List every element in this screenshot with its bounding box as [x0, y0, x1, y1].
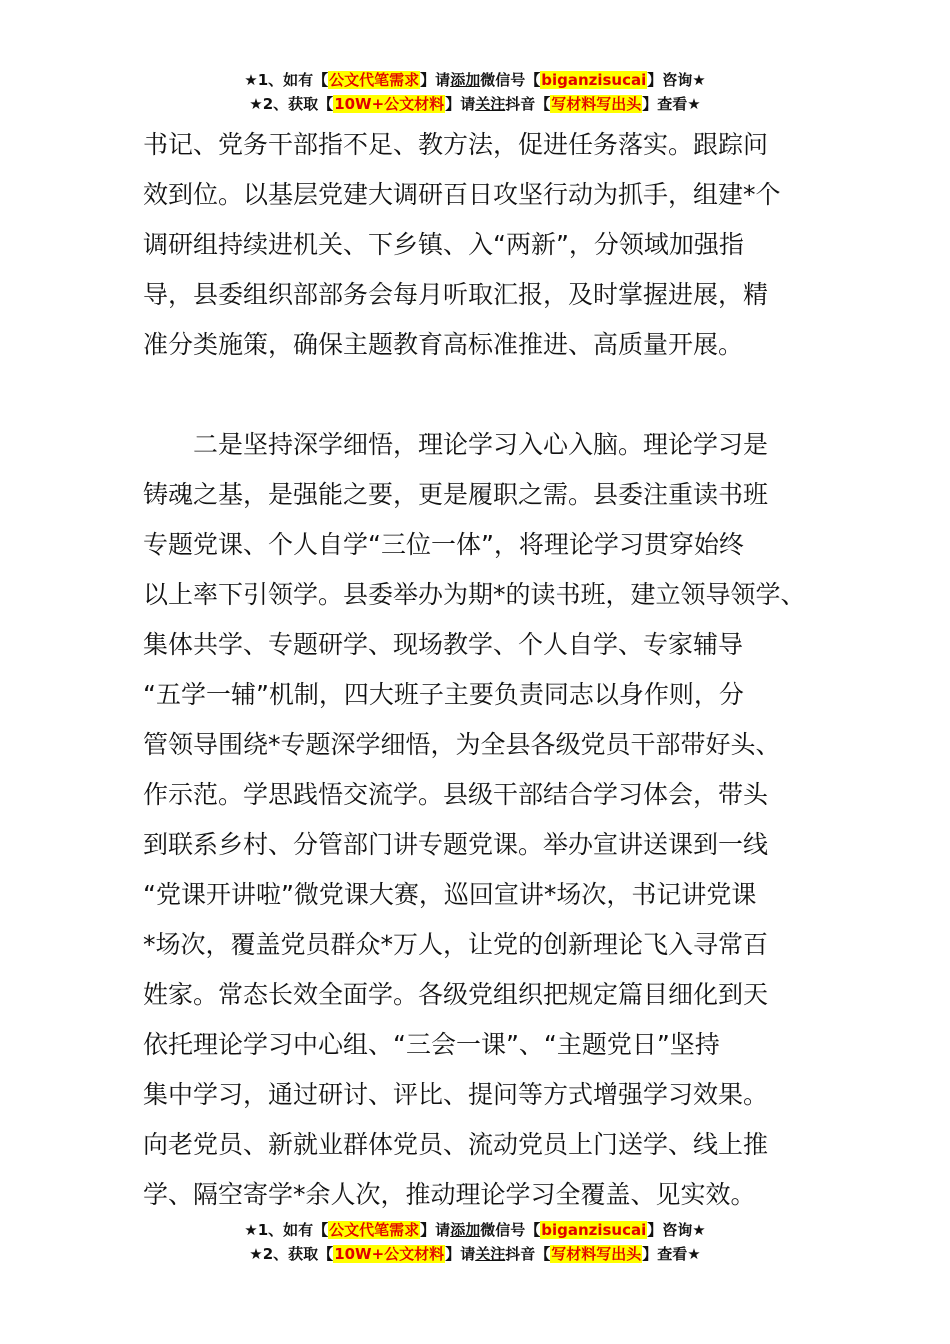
banner-text: 】咨询★ [647, 1221, 706, 1239]
text-line: 管领导围绕*专题深学细悟，为全县各级党员干部带好头、 [143, 730, 781, 759]
text-line: “党课开讲啦”微党课大赛，巡回宣讲*场次，书记讲党课 [143, 880, 757, 909]
text-line: 到联系乡村、分管部门讲专题党课。举办宣讲送课到一线 [143, 830, 769, 859]
banner-underlined-text: 添加 [450, 71, 481, 89]
text-line: 集中学习，通过研讨、评比、提问等方式增强学习效果。 [143, 1080, 769, 1109]
banner-text: 微信号【 [480, 1221, 541, 1239]
text-line: 学、隔空寄学*余人次，推动理论学习全覆盖、见实效。 [143, 1180, 756, 1209]
top-banner [0, 68, 950, 116]
text-line: 集体共学、专题研学、现场教学、个人自学、专家辅导 [143, 630, 744, 659]
banner-highlight: 公文代笔需求 [329, 1221, 420, 1239]
banner-text: ★1、如有【 [244, 71, 329, 89]
banner-text: ★2、获取【 [249, 95, 334, 113]
banner-line-1 [0, 1218, 950, 1242]
text-line: 以上率下引领学。县委举办为期*的读书班，建立领导领学、 [143, 580, 806, 609]
text-line: 书记、党务干部指不足、教方法，促进任务落实。跟踪问 [143, 130, 769, 159]
banner-highlight-wechat-id: biganzisucai [541, 1221, 647, 1239]
text-line: 作示范。学思践悟交流学。县级干部结合学习体会，带头 [143, 780, 769, 809]
text-line: 准分类施策，确保主题教育高标准推进、高质量开展。 [143, 330, 744, 359]
banner-line-2 [0, 92, 950, 116]
banner-line-1 [0, 68, 950, 92]
banner-underlined-text: 关注 [475, 1245, 506, 1263]
banner-highlight: 10W+公文材料 [334, 1245, 445, 1263]
banner-text: 抖音【 [505, 1245, 551, 1263]
text-line: 效到位。以基层党建大调研百日攻坚行动为抓手，组建*个 [143, 180, 781, 209]
banner-underlined-text: 添加 [450, 1221, 481, 1239]
banner-text: 】请 [445, 95, 476, 113]
banner-text: 】查看★ [642, 1245, 701, 1263]
banner-line-2 [0, 1242, 950, 1266]
text-line: 依托理论学习中心组、“三会一课”、“主题党日”坚持 [143, 1030, 720, 1059]
text-line: 调研组持续进机关、下乡镇、入“两新”，分领域加强指 [143, 230, 744, 259]
banner-highlight-wechat-id: biganzisucai [541, 71, 647, 89]
banner-text: 抖音【 [505, 95, 551, 113]
text-line: 铸魂之基，是强能之要，更是履职之需。县委注重读书班 [143, 480, 769, 509]
banner-highlight: 10W+公文材料 [334, 95, 445, 113]
banner-highlight-douyin: 写材料写出头 [551, 95, 642, 113]
paragraph-1 [143, 120, 823, 370]
text-line: *场次，覆盖党员群众*万人，让党的创新理论飞入寻常百 [143, 930, 769, 959]
text-line: 二是坚持深学细悟，理论学习入心入脑。理论学习是 [143, 430, 769, 459]
banner-text: 】请 [445, 1245, 476, 1263]
banner-highlight-douyin: 写材料写出头 [551, 1245, 642, 1263]
banner-underlined-text: 关注 [475, 95, 506, 113]
banner-text: 】请 [420, 71, 451, 89]
text-line: 专题党课、个人自学“三位一体”，将理论学习贯穿始终 [143, 530, 744, 559]
banner-text: ★2、获取【 [249, 1245, 334, 1263]
text-line: 姓家。常态长效全面学。各级党组织把规定篇目细化到天 [143, 980, 769, 1009]
text-line: 导，县委组织部部务会每月听取汇报，及时掌握进展，精 [143, 280, 769, 309]
banner-text: 】咨询★ [647, 71, 706, 89]
text-line: 向老党员、新就业群体党员、流动党员上门送学、线上推 [143, 1130, 769, 1159]
paragraph-2 [143, 420, 823, 1220]
bottom-banner [0, 1218, 950, 1266]
banner-text: 】查看★ [642, 95, 701, 113]
banner-text: ★1、如有【 [244, 1221, 329, 1239]
banner-highlight: 公文代笔需求 [329, 71, 420, 89]
banner-text: 】请 [420, 1221, 451, 1239]
banner-text: 微信号【 [480, 71, 541, 89]
text-line: “五学一辅”机制，四大班子主要负责同志以身作则，分 [143, 680, 744, 709]
